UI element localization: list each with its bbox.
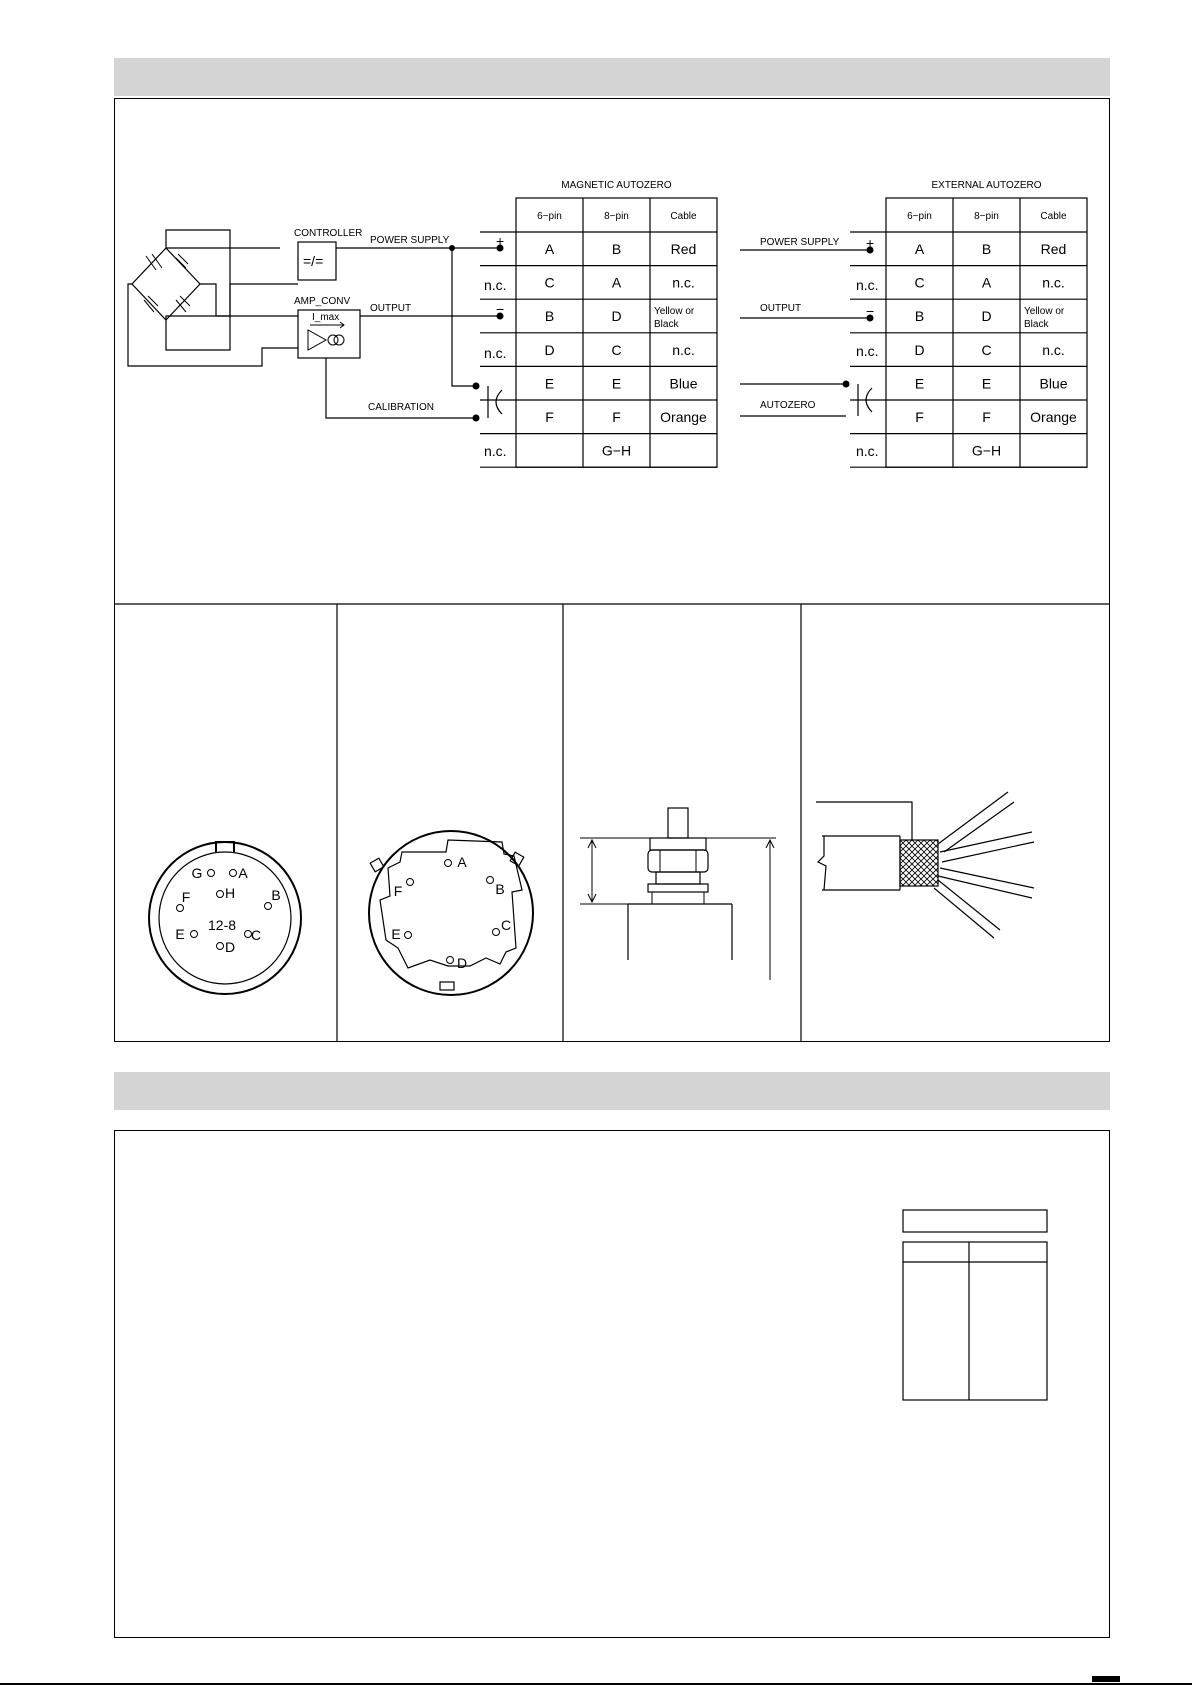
pin-table-header: 8−pin bbox=[604, 211, 629, 222]
connector-6pin-pin bbox=[405, 932, 412, 939]
pin-table-cell: C bbox=[611, 341, 622, 358]
pin-table-cell: A bbox=[981, 274, 992, 291]
connector-8pin-pin-label: D bbox=[224, 939, 236, 955]
connector-8pin-pin-label: G bbox=[191, 865, 203, 881]
pin-table-title: MAGNETIC AUTOZERO bbox=[561, 180, 672, 191]
connector-8pin-pin bbox=[208, 870, 215, 877]
connector-6pin-pin-label: A bbox=[457, 854, 467, 870]
left-wiring bbox=[326, 233, 507, 459]
connector-8pin-pin bbox=[217, 891, 224, 898]
pin-table-cell: D bbox=[981, 308, 992, 325]
connector-8pin-pin bbox=[217, 943, 224, 950]
pin-table-cell: Black bbox=[1024, 319, 1049, 331]
nc-label-left-3: n.c. bbox=[484, 443, 507, 459]
connector-6pin-pin bbox=[445, 860, 452, 867]
autozero-label-right: AUTOZERO bbox=[760, 400, 816, 411]
pin-table-title: EXTERNAL AUTOZERO bbox=[931, 180, 1042, 191]
minus-sign-right: − bbox=[866, 303, 875, 319]
connector-8pin-pin-label: A bbox=[238, 865, 248, 881]
connector-8pin-pin-label: C bbox=[250, 927, 262, 943]
pin-table-cell: B bbox=[544, 308, 555, 325]
pin-table-cell: C bbox=[544, 274, 555, 291]
connector-8pin-pin-label: H bbox=[224, 885, 236, 901]
pin-table-cell: B bbox=[611, 241, 622, 257]
pin-table-header: 6−pin bbox=[907, 211, 932, 222]
connector-8pin-pin-label: B bbox=[271, 887, 281, 903]
controller-symbol: =/= bbox=[303, 253, 324, 269]
plus-sign-right: + bbox=[866, 235, 875, 251]
minus-sign-left: − bbox=[496, 301, 505, 317]
pin-table-cell: D bbox=[544, 341, 555, 358]
connector-8pin-pin-label: F bbox=[181, 889, 191, 905]
output-label-left: OUTPUT bbox=[370, 303, 412, 314]
nc-label-right-3: n.c. bbox=[856, 443, 879, 459]
pin-table-header: Cable bbox=[1040, 211, 1067, 222]
connector-8pin-pin bbox=[191, 931, 198, 938]
page-footer-mark bbox=[1092, 1676, 1120, 1682]
pin-table-cell: F bbox=[915, 409, 924, 425]
pin-table-cell: Red bbox=[670, 241, 697, 257]
connector-8pin-pin bbox=[265, 903, 272, 910]
calibration-label-left: CALIBRATION bbox=[368, 402, 434, 413]
pin-table-cell: n.c. bbox=[1042, 341, 1065, 358]
pin-table-cell: Blue bbox=[1039, 375, 1068, 392]
connector-8pin-drawing bbox=[149, 842, 301, 994]
pin-table-cell: E bbox=[544, 375, 555, 392]
pin-table-cell: F bbox=[982, 409, 991, 425]
connector-code: 12-8 bbox=[208, 917, 237, 933]
nc-label-right-2: n.c. bbox=[856, 343, 879, 359]
connector-8pin-pins bbox=[175, 865, 280, 955]
right-wiring bbox=[740, 235, 879, 459]
pin-table-cell: E bbox=[981, 375, 992, 392]
pin-table-cell: B bbox=[981, 241, 992, 257]
pin-table-cell: A bbox=[914, 241, 925, 257]
amp-imax-label: I_max bbox=[312, 312, 340, 323]
pin-table-cell: Orange bbox=[1030, 409, 1077, 425]
connector-6pin-pin-label: E bbox=[391, 926, 401, 942]
connector-6pin-pin-label: F bbox=[393, 883, 403, 899]
connector-8pin-pin bbox=[177, 905, 184, 912]
amp-converter-block bbox=[294, 296, 360, 358]
bridge-circuit bbox=[128, 230, 298, 366]
pin-table-cell: F bbox=[545, 409, 554, 425]
pin-table-external-autozero bbox=[850, 180, 1087, 467]
transducer-side-view bbox=[580, 808, 776, 980]
power-supply-label-left: POWER SUPPLY bbox=[370, 235, 450, 246]
connector-6pin-drawing bbox=[369, 831, 533, 995]
pin-table-cell: A bbox=[544, 241, 555, 257]
pin-table-cell: n.c. bbox=[672, 274, 695, 291]
output-label-right: OUTPUT bbox=[760, 303, 802, 314]
pin-table-cell: G−H bbox=[601, 442, 632, 459]
pin-table-cell: Blue bbox=[669, 375, 698, 392]
pin-table-cell: G−H bbox=[971, 442, 1002, 459]
amp-conv-label: AMP_CONV bbox=[294, 296, 351, 307]
pin-table-cell: E bbox=[611, 375, 622, 392]
pin-table-cell: Orange bbox=[660, 409, 707, 425]
pin-table-cell: F bbox=[612, 409, 621, 425]
spec-table-outline bbox=[903, 1210, 1047, 1400]
pin-table-header: Cable bbox=[670, 211, 697, 222]
connector-6pin-pin bbox=[407, 879, 414, 886]
pin-table-cell: A bbox=[611, 274, 622, 291]
connector-6pin-pin bbox=[447, 957, 454, 964]
pin-table-magnetic-autozero bbox=[480, 180, 717, 467]
connector-6pin-pin-label: C bbox=[500, 917, 512, 933]
pin-table-cell: C bbox=[981, 341, 992, 358]
connector-8pin-pin bbox=[230, 870, 237, 877]
pin-table-cell: Black bbox=[654, 319, 679, 331]
plus-sign-left: + bbox=[496, 233, 505, 249]
pin-table-cell: D bbox=[611, 308, 622, 325]
nc-label-left-1: n.c. bbox=[484, 277, 507, 293]
connector-6pin-pin bbox=[487, 877, 494, 884]
pin-table-cell: Yellow or bbox=[1024, 306, 1065, 318]
controller-label: CONTROLLER bbox=[294, 228, 363, 239]
connector-6pin-pin-label: D bbox=[456, 955, 468, 971]
nc-label-left-2: n.c. bbox=[484, 345, 507, 361]
nc-label-right-1: n.c. bbox=[856, 277, 879, 293]
pin-table-cell: n.c. bbox=[1042, 274, 1065, 291]
power-supply-label-right: POWER SUPPLY bbox=[760, 237, 840, 248]
cable-drawing bbox=[816, 792, 1034, 938]
pin-table-cell: E bbox=[914, 375, 925, 392]
pin-table-cell: Yellow or bbox=[654, 306, 695, 318]
controller-block bbox=[294, 228, 362, 280]
connector-6pin-pin bbox=[493, 929, 500, 936]
pin-table-cell: Red bbox=[1040, 241, 1067, 257]
pin-table-cell: n.c. bbox=[672, 341, 695, 358]
pin-table-cell: C bbox=[914, 274, 925, 291]
connector-6pin-pins bbox=[391, 854, 511, 971]
pin-table-cell: B bbox=[914, 308, 925, 325]
connector-6pin-pin-label: B bbox=[495, 881, 505, 897]
pin-table-cell: D bbox=[914, 341, 925, 358]
pin-table-header: 6−pin bbox=[537, 211, 562, 222]
pin-table-header: 8−pin bbox=[974, 211, 999, 222]
connector-8pin-pin-label: E bbox=[175, 926, 185, 942]
